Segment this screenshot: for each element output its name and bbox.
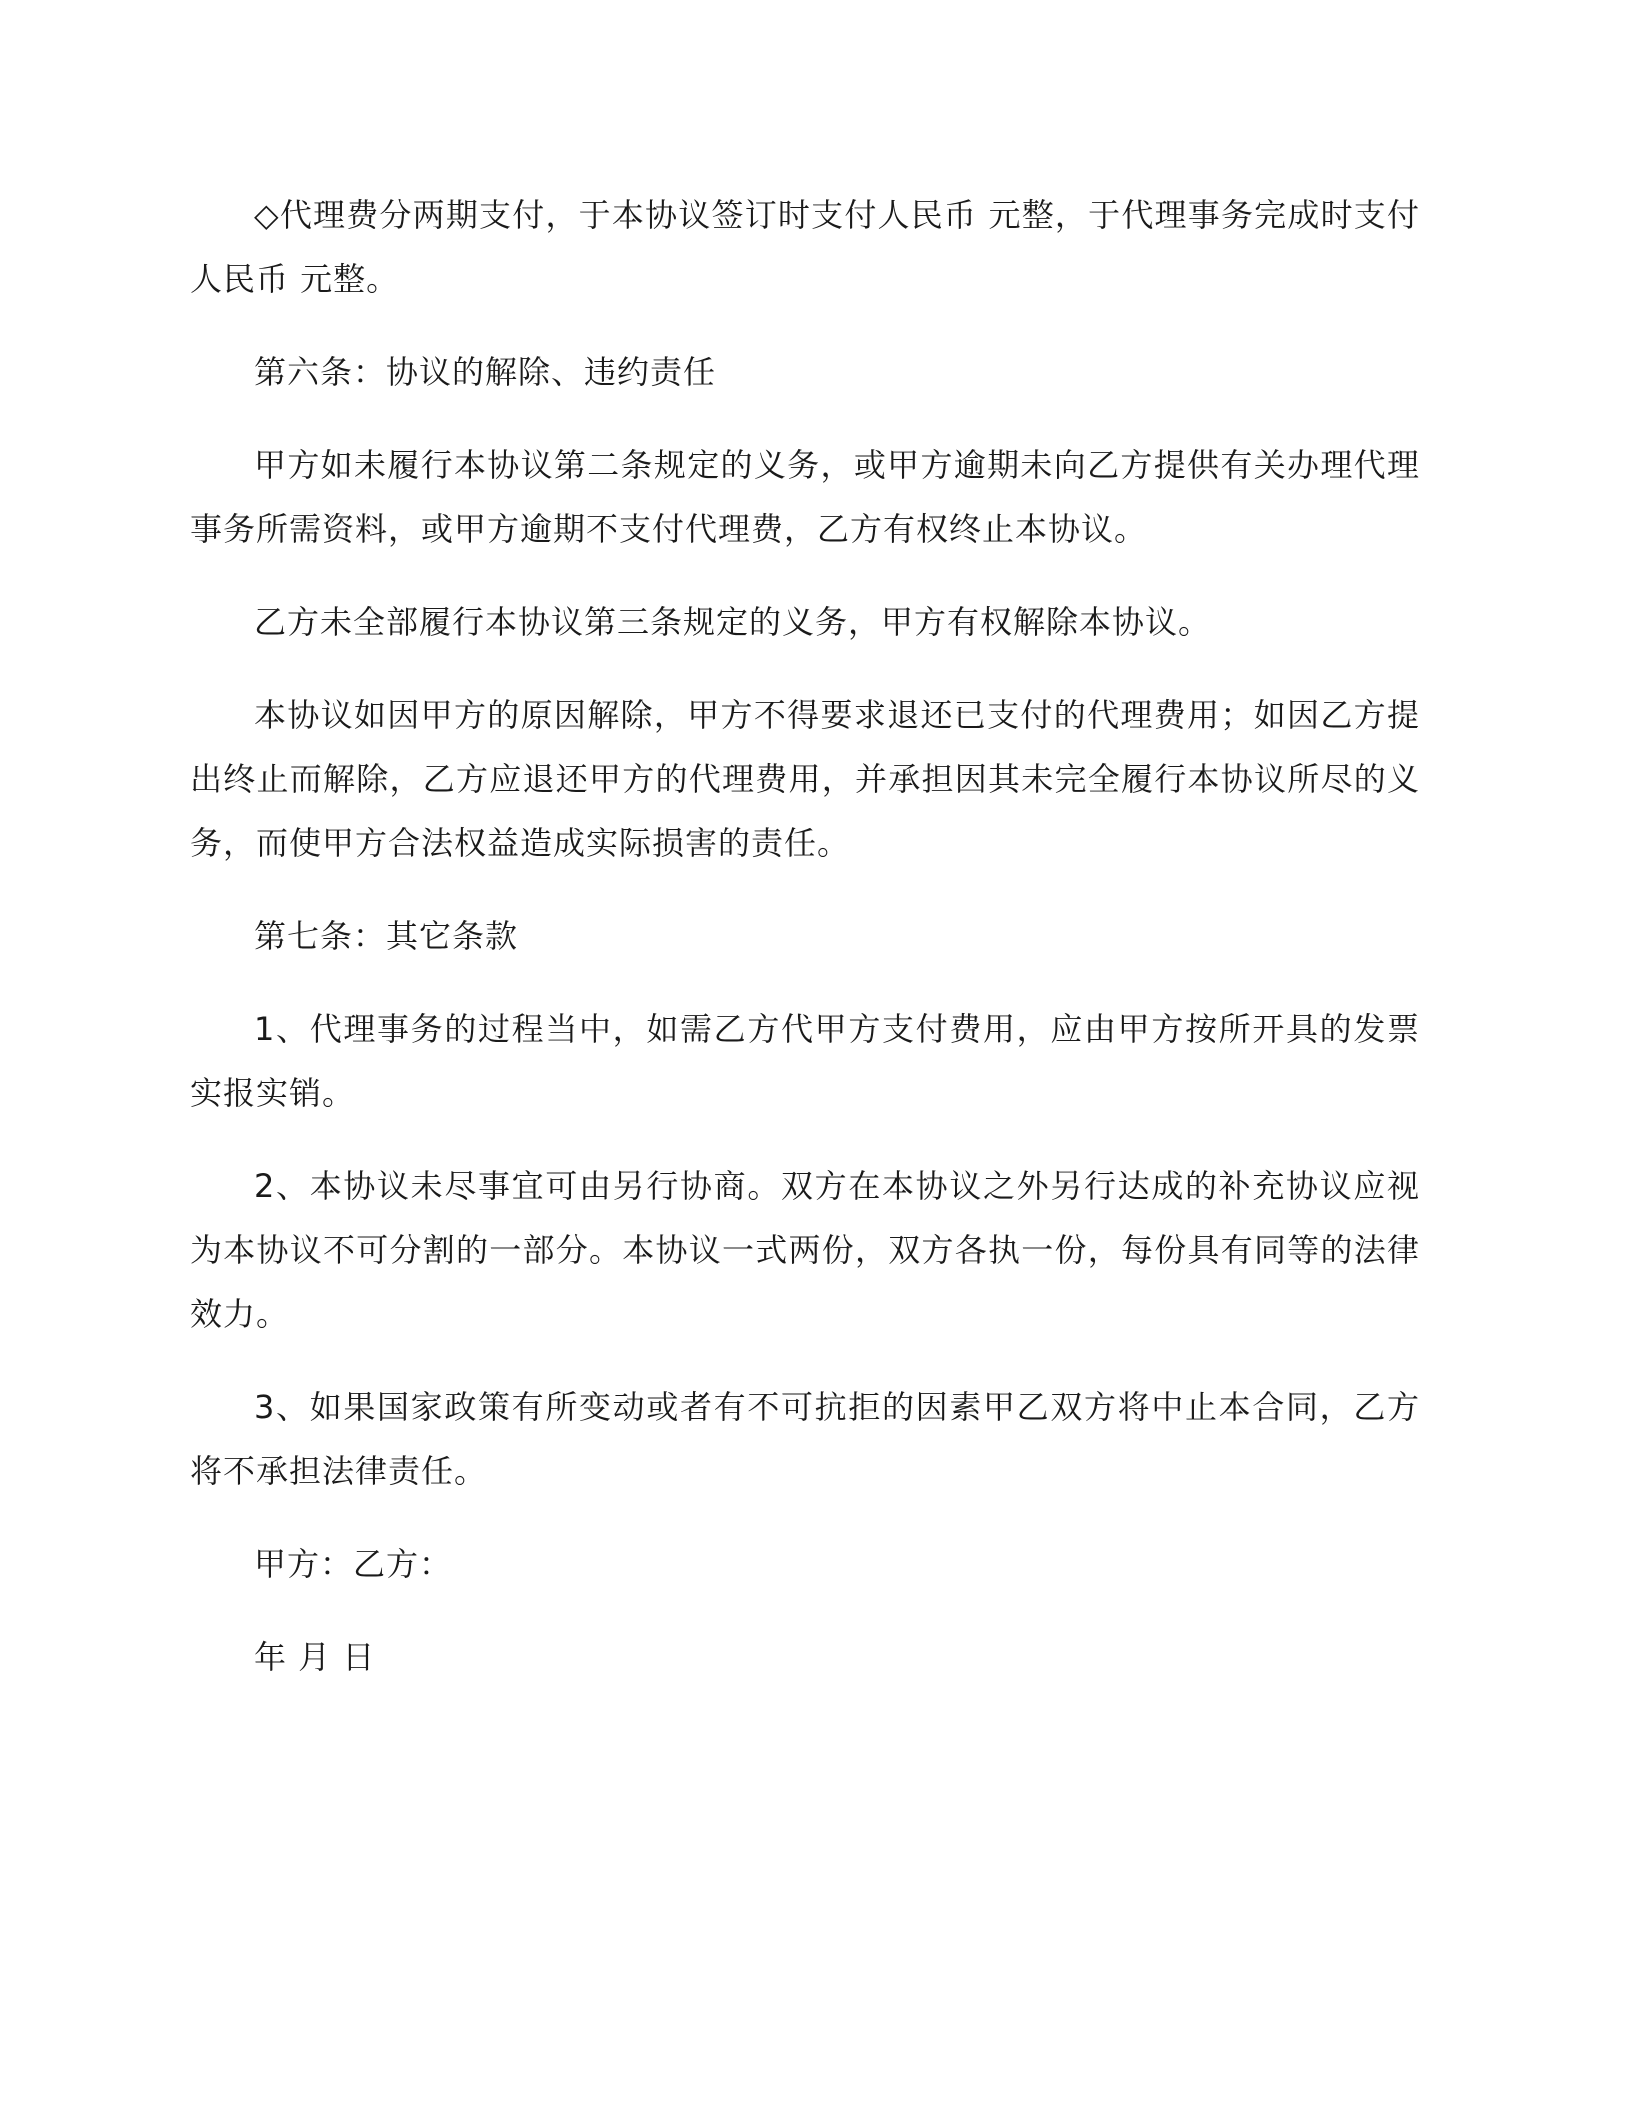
- clause-three-paragraph: 3、如果国家政策有所变动或者有不可抗拒的因素甲乙双方将中止本合同，乙方将不承担法律责任。: [190, 1388, 1420, 1490]
- clause-two-paragraph: 2、本协议未尽事宜可由另行协商。双方在本协议之外另行达成的补充协议应视为本协议不可分割的一部分。本协议一式两份，双方各执一份，每份具有同等的法律效力。: [190, 1167, 1420, 1333]
- document-body: [190, 183, 1420, 1718]
- date-line: 年 月 日: [254, 1638, 376, 1676]
- article-seven-heading: 第七条：其它条款: [254, 917, 519, 955]
- article-six-heading: 第六条：协议的解除、违约责任: [254, 353, 717, 391]
- termination-consequences-paragraph: 本协议如因甲方的原因解除，甲方不得要求退还已支付的代理费用；如因乙方提出终止而解除，乙方应退还甲方的代理费用，并承担因其未完全履行本协议所尽的义务，而使甲方合法权益造成实际损害的责任。: [190, 696, 1420, 862]
- clause-one-paragraph: 1、代理事务的过程当中，如需乙方代甲方支付费用，应由甲方按所开具的发票实报实销。: [190, 1010, 1420, 1112]
- party-b-breach-paragraph: 乙方未全部履行本协议第三条规定的义务，甲方有权解除本协议。: [254, 603, 1212, 641]
- party-a-breach-paragraph: 甲方如未履行本协议第二条规定的义务，或甲方逾期未向乙方提供有关办理代理事务所需资料，或甲方逾期不支付代理费，乙方有权终止本协议。: [190, 446, 1420, 548]
- signature-parties-line: 甲方：乙方：: [254, 1545, 453, 1583]
- payment-installments-paragraph: ◇代理费分两期支付，于本协议签订时支付人民币 元整，于代理事务完成时支付人民币 元整。: [190, 196, 1420, 298]
